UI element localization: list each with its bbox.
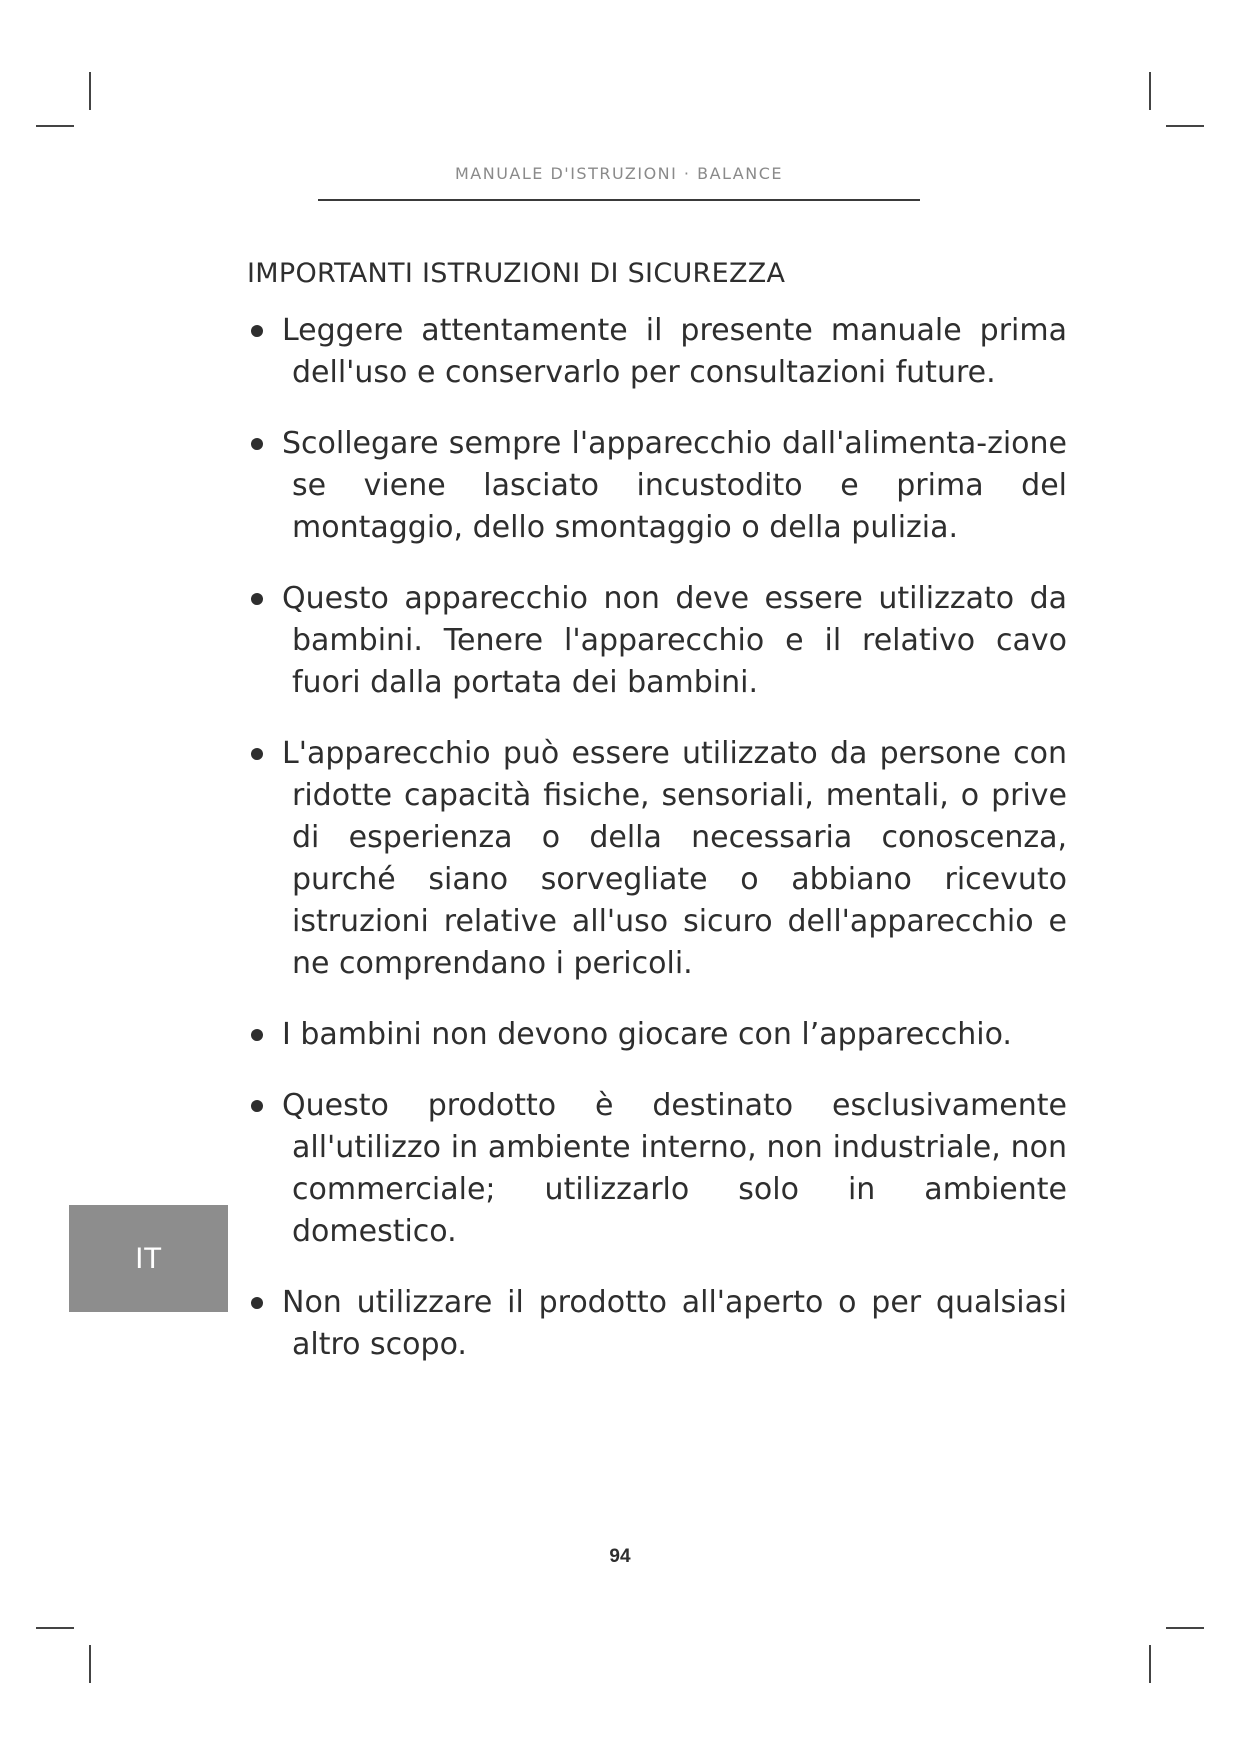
list-item [245,1014,1067,1056]
crop-mark-top-right-horizontal [1166,125,1204,127]
crop-mark-bottom-left-vertical [89,1645,91,1683]
running-header: MANUALE D'ISTRUZIONI · BALANCE [454,164,783,183]
list-item-text: Non utilizzare il prodotto all'aperto o per qualsiasi altro scopo. [282,1285,1067,1362]
list-item-text: Questo prodotto è destinato esclusivamente all'utilizzo in ambiente interno, non industriale, non commerciale; utilizzarlo solo in ambiente domestico. [282,1088,1067,1249]
crop-mark-bottom-right-horizontal [1166,1627,1204,1629]
crop-mark-top-left-horizontal [36,125,74,127]
bullet-icon [251,325,263,337]
list-item-text: Leggere attentamente il presente manuale prima dell'uso e conservarlo per consultazioni future. [282,313,1067,390]
crop-mark-bottom-right-vertical [1149,1645,1151,1683]
crop-mark-top-right-vertical [1149,72,1151,110]
bullet-icon [251,593,263,605]
list-item-text: L'apparecchio può essere utilizzato da persone con ridotte capacità fisiche, sensoriali, mentali, o prive di esperienza o della necessaria conoscenza, purché siano sorvegliate o abbiano ricevuto istruzioni relative all'uso sicuro dell'apparecchio e ne comprendano i pericoli. [282,736,1067,981]
bullet-icon [251,1029,263,1041]
list-item [245,310,1067,394]
section-heading: IMPORTANTI ISTRUZIONI DI SICUREZZA [247,258,786,289]
safety-instructions-list [245,310,1067,1395]
list-item [245,1282,1067,1366]
bullet-icon [251,438,263,450]
list-item-text: Questo apparecchio non deve essere utilizzato da bambini. Tenere l'apparecchio e il relativo cavo fuori dalla portata dei bambini. [282,581,1067,700]
crop-mark-bottom-left-horizontal [36,1627,74,1629]
bullet-icon [251,1297,263,1309]
list-item [245,733,1067,985]
list-item [245,578,1067,704]
header-rule [318,199,920,201]
language-tab-label: IT [135,1241,162,1275]
crop-mark-top-left-vertical [89,72,91,110]
list-item [245,1085,1067,1253]
list-item-text: Scollegare sempre l'apparecchio dall'alimenta-zione se viene lasciato incustodito e prima del montaggio, dello smontaggio o della pulizia. [282,426,1067,545]
list-item [245,423,1067,549]
page-number: 94 [609,1546,631,1567]
list-item-text: I bambini non devono giocare con l’apparecchio. [282,1017,1012,1052]
bullet-icon [251,748,263,760]
bullet-icon [251,1100,263,1112]
language-tab [69,1205,228,1312]
